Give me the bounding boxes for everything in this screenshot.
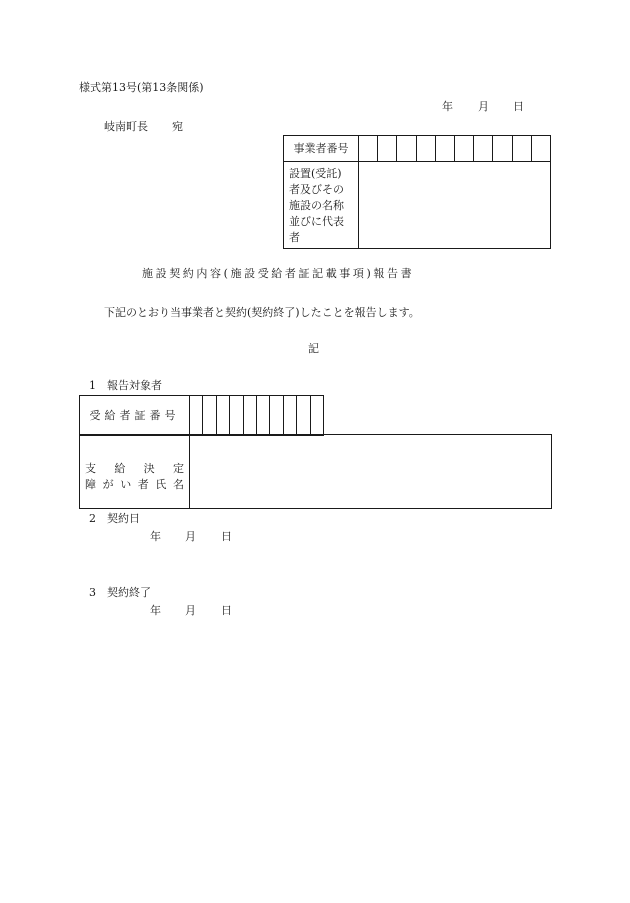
date-year-label: 年 — [442, 100, 453, 113]
intro-text: 下記のとおり当事業者と契約(契約終了)したことを報告します。 — [104, 306, 420, 319]
section-2-heading: 2 契約日 — [89, 512, 140, 525]
business-number-box[interactable] — [378, 136, 397, 162]
business-number-box[interactable] — [493, 136, 512, 162]
recipient-cert-box[interactable] — [243, 396, 256, 436]
recipient-cert-box[interactable] — [190, 396, 203, 436]
contract-date-year: 年 — [150, 530, 161, 543]
business-number-box[interactable] — [397, 136, 416, 162]
form-number-label: 様式第13号(第13条関係) — [79, 81, 204, 94]
date-month-label: 月 — [478, 100, 489, 113]
addressee-name: 岐南町長 — [104, 120, 148, 133]
contract-date-month: 月 — [185, 530, 196, 543]
section-3-heading: 3 契約終了 — [89, 586, 151, 599]
recipient-cert-box[interactable] — [256, 396, 269, 436]
business-number-box[interactable] — [531, 136, 550, 162]
business-table — [283, 135, 551, 249]
business-number-row — [284, 136, 551, 162]
recipient-cert-row — [80, 396, 324, 436]
termination-date-day: 日 — [221, 604, 232, 617]
business-number-box[interactable] — [512, 136, 531, 162]
business-number-box[interactable] — [474, 136, 493, 162]
recipient-cert-box[interactable] — [216, 396, 229, 436]
contract-date-day: 日 — [221, 530, 232, 543]
recipient-cert-box[interactable] — [270, 396, 283, 436]
facility-name-row — [284, 162, 551, 249]
recipient-name-table — [79, 434, 552, 509]
termination-date-month: 月 — [185, 604, 196, 617]
recipient-cert-box[interactable] — [203, 396, 216, 436]
facility-name-label: 設置(受託) 者及びその 施設の名称 並びに代表 者 — [284, 162, 359, 249]
business-number-box[interactable] — [454, 136, 473, 162]
recipient-cert-box[interactable] — [310, 396, 323, 436]
recipient-cert-box[interactable] — [297, 396, 310, 436]
date-day-label: 日 — [513, 100, 524, 113]
recipient-cert-box[interactable] — [230, 396, 243, 436]
business-number-box[interactable] — [416, 136, 435, 162]
report-title: 施設契約内容(施設受給者証記載事項)報告書 — [142, 267, 415, 280]
recipient-cert-box[interactable] — [283, 396, 296, 436]
recipient-name-label-line-1: 支 給 決 定 — [85, 462, 184, 475]
recipient-name-row — [80, 435, 552, 509]
business-number-label: 事業者番号 — [284, 136, 359, 162]
business-number-box[interactable] — [359, 136, 378, 162]
business-number-box[interactable] — [435, 136, 454, 162]
recipient-cert-table — [79, 395, 324, 436]
addressee-suffix: 宛 — [172, 120, 183, 133]
recipient-cert-label: 受給者証番号 — [80, 396, 190, 436]
recipient-name-label — [80, 435, 190, 509]
facility-name-field[interactable] — [359, 162, 551, 249]
ki-heading: 記 — [308, 342, 319, 355]
recipient-name-label-line-2: 障 が い 者 氏 名 — [85, 478, 184, 491]
section-1-heading: 1 報告対象者 — [89, 379, 162, 392]
recipient-name-field[interactable] — [190, 435, 552, 509]
termination-date-year: 年 — [150, 604, 161, 617]
